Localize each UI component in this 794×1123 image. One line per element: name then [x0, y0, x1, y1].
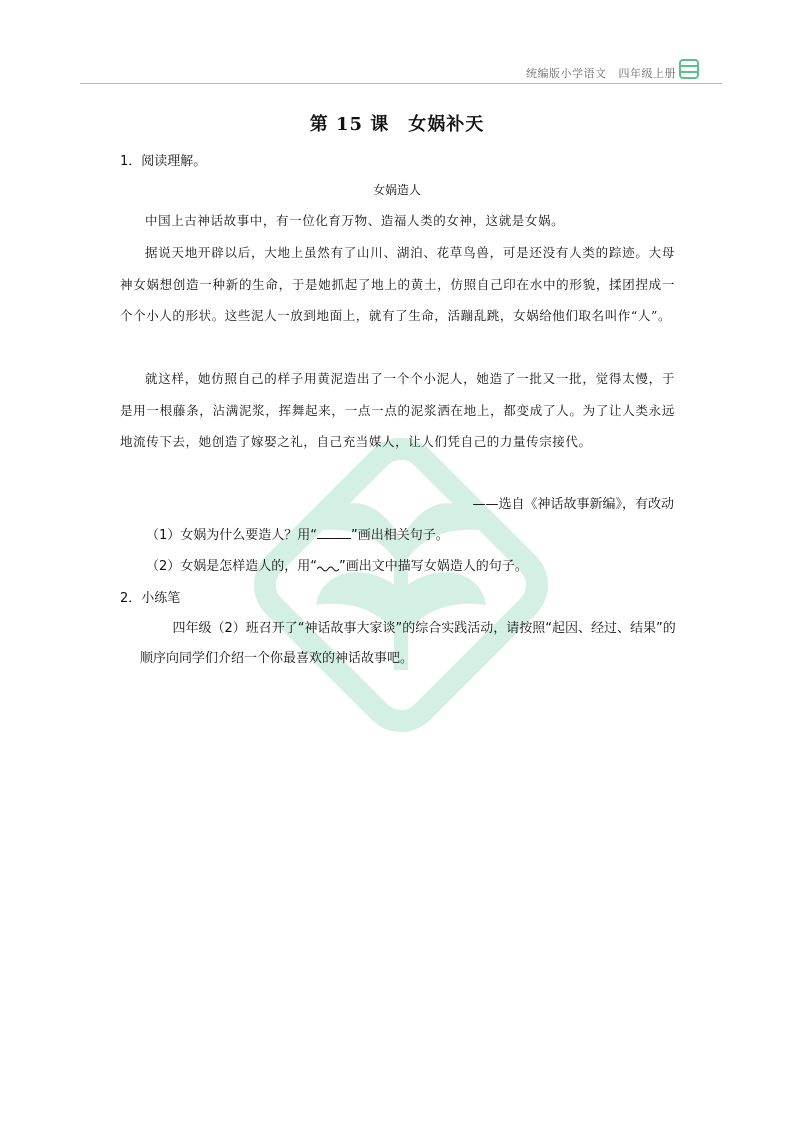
passage-paragraph-3: 就这样，她仿照自己的样子用黄泥造出了一个个小泥人，她造了一批又一批，觉得太慢，于是用一根藤条，沾满泥浆，挥舞起来，一点一点的泥浆洒在地上，都变成了人。为了让人类永远地流传下去，她创造了嫁娶之礼，自己充当媒人，让人们凭自己的力量传宗接代。: [120, 371, 675, 449]
passage-source: ——选自《神话故事新编》，有改动: [472, 497, 674, 512]
header-text: [526, 65, 676, 81]
question-2-prefix: （2）女娲是怎样造人的，用“: [146, 559, 318, 574]
book-logo-icon: [678, 58, 700, 80]
passage-paragraph-2: 据说天地开辟以后，大地上虽然有了山川、湖泊、花草鸟兽，可是还没有人类的踪迹。大母神女娲想创造一种新的生命，于是她抓起了地上的黄土，仿照自己印在水中的形貌，揉团捏成一个个小人的形状。这些泥人一放到地面上，就有了生命，活蹦乱跳，女娲给他们取名叫作“人”。: [120, 245, 675, 323]
question-1: [146, 524, 449, 543]
header-grade: 四年级上册: [618, 67, 676, 80]
passage-title: 女娲造人: [372, 183, 421, 197]
question-1-suffix: ”画出相关句子。: [351, 528, 449, 543]
header-divider: [80, 83, 722, 84]
page-header: [80, 56, 722, 84]
wavy-line-mark: [317, 564, 339, 572]
sprout-shield-watermark-icon: [236, 420, 566, 750]
question-2: [146, 555, 528, 574]
question-2-suffix: ”画出文中描写女娲造人的句子。: [339, 559, 528, 574]
question-1-prefix: （1）女娲为什么要造人？用“: [146, 528, 318, 543]
writing-task: 四年级（2）班召开了“神话故事大家谈”的综合实践活动，请按照“起因、经过、结果”的顺序向同学们介绍一个你最喜欢的神话故事吧。: [140, 621, 676, 666]
underline-mark: [317, 528, 351, 539]
lesson-title: 第 15 课 女娲补天: [309, 114, 485, 135]
header-book: 统编版小学语文: [526, 67, 607, 80]
section-2-heading: 2．小练笔: [120, 591, 181, 606]
section-1-heading: 1．阅读理解。: [120, 154, 207, 169]
passage-paragraph-1: 中国上古神话故事中，有一位化育万物、造福人类的女神，这就是女娲。: [145, 213, 565, 228]
